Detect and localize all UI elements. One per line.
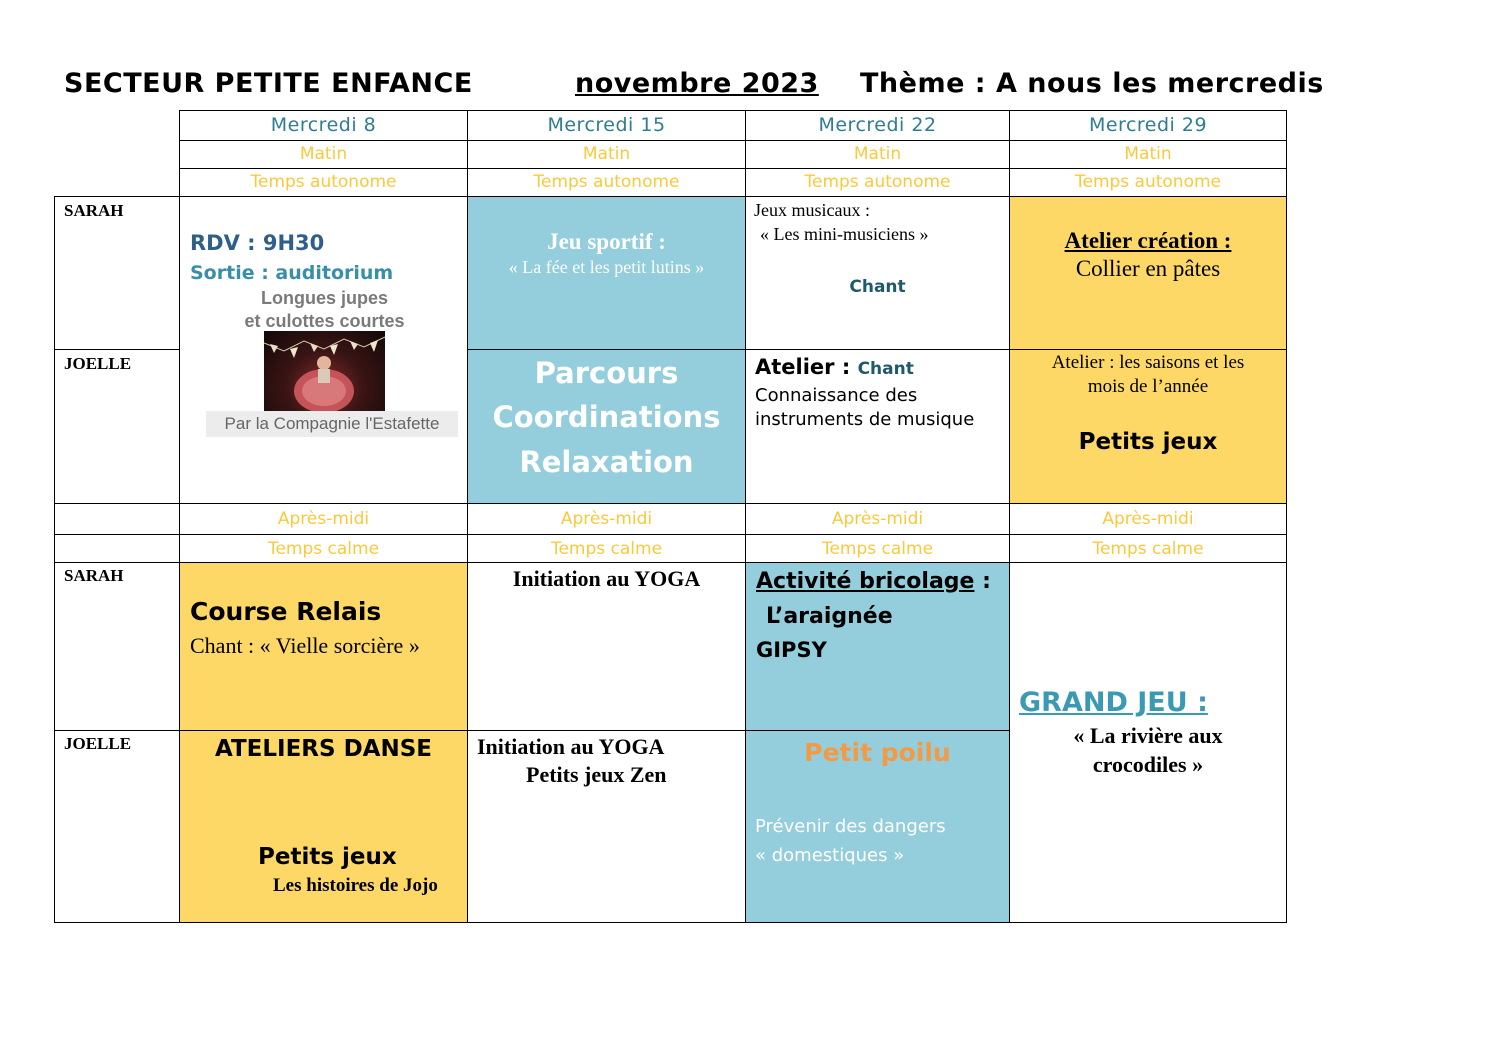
morning-label-cell [467, 140, 746, 169]
morning-d8-outing [179, 196, 468, 504]
staff-sarah-morning [54, 196, 180, 350]
morning-sub-cell [1009, 168, 1287, 197]
activity-title: ATELIERS DANSE [214, 736, 433, 762]
activity-line: « La rivière aux [1073, 723, 1223, 748]
company-credit: Par la Compagnie l'Estafette [206, 411, 458, 437]
activity-line: L’araignée [766, 604, 893, 629]
month-title: novembre 2023 [575, 68, 819, 99]
morning-d15-joelle [467, 349, 746, 504]
day-header-8 [179, 110, 468, 141]
morning-sub-cell [745, 168, 1010, 197]
afternoon-label: Après-midi [831, 509, 924, 529]
morning-d22-sarah [745, 196, 1010, 350]
activity-title: Jeux musicaux : [754, 200, 870, 220]
activity-line: crocodiles » [1092, 752, 1204, 777]
morning-sub-cell [467, 168, 746, 197]
activity-line: Connaissance des [755, 385, 918, 406]
staff-name: JOELLE [64, 354, 132, 373]
activity-title: Petit poilu [804, 738, 951, 767]
day-label: Mercredi 29 [1088, 114, 1208, 136]
morning-sub: Temps autonome [1074, 172, 1222, 192]
day-header-29 [1009, 110, 1287, 141]
afternoon-sub: Temps calme [267, 539, 380, 559]
afternoon-sub-cell [179, 534, 468, 563]
morning-d29-sarah [1009, 196, 1287, 350]
activity-line: mois de l’année [1087, 376, 1209, 397]
morning-sub: Temps autonome [250, 172, 397, 192]
morning-sub: Temps autonome [533, 172, 680, 192]
activity-note: Chant [849, 277, 906, 297]
activity-line: Les histoires de Jojo [273, 875, 438, 896]
afternoon-sub: Temps calme [821, 539, 934, 559]
morning-d22-joelle [745, 349, 1010, 504]
activity-subtitle: Chant : « Vielle sorcière » [190, 633, 420, 658]
afternoon-empty-cell [54, 534, 180, 563]
activity-line: Parcours [534, 356, 679, 390]
afternoon-sub-cell [467, 534, 746, 563]
afternoon-d15-joelle [467, 730, 746, 923]
afternoon-label-cell [1009, 503, 1287, 535]
activity-title: Initiation au YOGA [512, 566, 701, 591]
activity-line: Relaxation [519, 445, 694, 479]
afternoon-d29-big-game [1009, 562, 1287, 923]
afternoon-sub-cell [745, 534, 1010, 563]
activity-line: instruments de musique [755, 409, 975, 430]
afternoon-d22-sarah [745, 562, 1010, 731]
activity-title: Jeu sportif : [547, 229, 666, 254]
activity-line: Prévenir des dangers [755, 816, 946, 837]
activity-note: Chant [857, 359, 914, 379]
afternoon-sub-cell [1009, 534, 1287, 563]
day-header-15 [467, 110, 746, 141]
morning-label: Matin [853, 144, 902, 164]
show-title-2: et culottes courtes [244, 311, 405, 331]
morning-d29-joelle [1009, 349, 1287, 504]
afternoon-d22-joelle [745, 730, 1010, 923]
afternoon-empty-cell [54, 503, 180, 535]
staff-sarah-afternoon [54, 562, 180, 731]
afternoon-label-cell [745, 503, 1010, 535]
activity-line: Petits jeux [258, 844, 397, 870]
rdv-time: RDV : 9H30 [190, 231, 325, 255]
afternoon-label-cell [467, 503, 746, 535]
afternoon-label: Après-midi [560, 509, 653, 529]
activity-subtitle: « Les mini-musiciens » [760, 224, 929, 244]
activity-title: Atelier : [755, 355, 851, 379]
day-label: Mercredi 15 [547, 114, 666, 136]
activity-title: Atelier création : [1064, 228, 1232, 253]
activity-note: Petits jeux [1078, 429, 1218, 455]
morning-label: Matin [582, 144, 631, 164]
morning-sub-cell [179, 168, 468, 197]
activity-title: Course Relais [190, 597, 382, 626]
staff-name: SARAH [64, 201, 124, 220]
show-title-1: Longues jupes [260, 288, 388, 308]
sector-title: SECTEUR PETITE ENFANCE [64, 68, 473, 99]
activity-subtitle: Collier en pâtes [1075, 256, 1221, 281]
staff-joelle-afternoon [54, 730, 180, 923]
day-label: Mercredi 22 [818, 114, 937, 136]
afternoon-label-cell [179, 503, 468, 535]
afternoon-d15-sarah [467, 562, 746, 731]
morning-d15-sarah [467, 196, 746, 350]
afternoon-label: Après-midi [1102, 509, 1194, 529]
staff-joelle-morning [54, 349, 180, 504]
day-header-22 [745, 110, 1010, 141]
morning-label-cell [1009, 140, 1287, 169]
afternoon-label: Après-midi [277, 509, 370, 529]
activity-title: Activité bricolage [756, 569, 975, 594]
activity-line: Atelier : les saisons et les [1051, 352, 1245, 373]
theatre-photo [264, 331, 385, 411]
afternoon-sub: Temps calme [550, 539, 663, 559]
staff-name: JOELLE [64, 734, 132, 753]
morning-label: Matin [299, 144, 348, 164]
afternoon-sub: Temps calme [1092, 539, 1204, 559]
theme-title: Thème : A nous les mercredis [860, 68, 1324, 99]
activity-line: GIPSY [756, 638, 827, 662]
morning-label: Matin [1124, 144, 1172, 164]
activity-line: « domestiques » [755, 845, 905, 866]
afternoon-d8-sarah [179, 562, 468, 731]
activity-line: Coordinations [492, 400, 721, 434]
activity-title-colon: : [982, 569, 991, 594]
morning-label-cell [179, 140, 468, 169]
activity-subtitle: « La fée et les petit lutins » [508, 257, 705, 277]
outing-place: Sortie : auditorium [190, 262, 394, 284]
afternoon-d8-joelle [179, 730, 468, 923]
activity-line: Petits jeux Zen [526, 762, 667, 787]
morning-label-cell [745, 140, 1010, 169]
morning-sub: Temps autonome [804, 172, 951, 192]
day-label: Mercredi 8 [270, 114, 377, 136]
staff-name: SARAH [64, 566, 124, 585]
activity-title: GRAND JEU : [1019, 687, 1208, 718]
activity-title: Initiation au YOGA [477, 734, 665, 759]
